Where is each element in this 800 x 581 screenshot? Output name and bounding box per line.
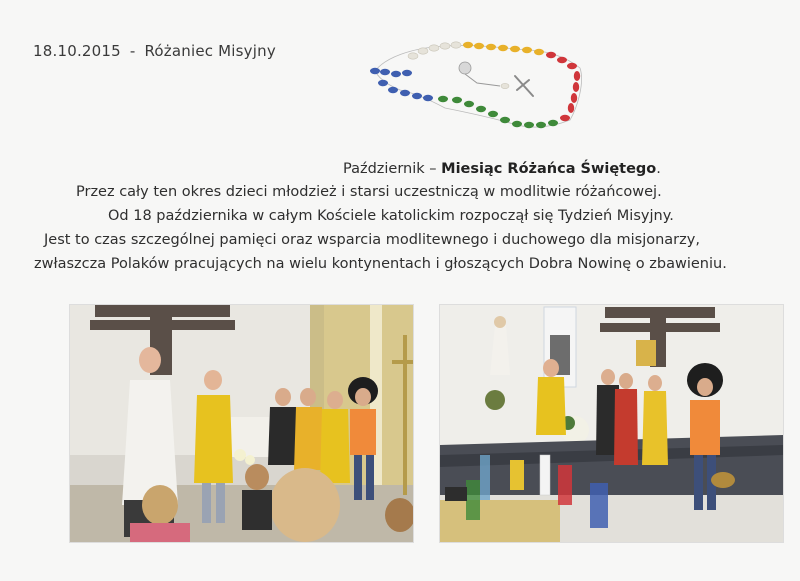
missionary-children-photo xyxy=(70,305,413,542)
page-title: Różaniec Misyjny xyxy=(144,42,276,60)
rosary-icon xyxy=(365,38,595,138)
text-line-4: Jest to czas szczególnej pamięci oraz wsparcia modlitewnego i duchowego dla misjonarzy, xyxy=(44,232,700,248)
text-line-3: Od 18 października w całym Kościele katolickim rozpoczął się Tydzień Misyjny. xyxy=(108,208,674,224)
month-text: Październik – xyxy=(343,161,442,177)
text-line-5: zwłaszcza Polaków pracujących na wielu kontynentach i głoszących Dobra Nowinę o zbawieniu. xyxy=(34,256,727,272)
heading-line xyxy=(343,157,661,182)
month-title-period: . xyxy=(656,161,661,177)
text-line-2: Przez cały ten okres dzieci młodzież i starsi uczestniczą w modlitwie różańcowej. xyxy=(76,184,662,200)
date-label: 18.10.2015 xyxy=(33,42,121,60)
month-title-bold: Miesiąc Różańca Świętego xyxy=(441,161,657,177)
header-separator: - xyxy=(129,42,136,60)
page-header xyxy=(33,42,276,60)
children-at-altar-photo xyxy=(440,305,783,542)
